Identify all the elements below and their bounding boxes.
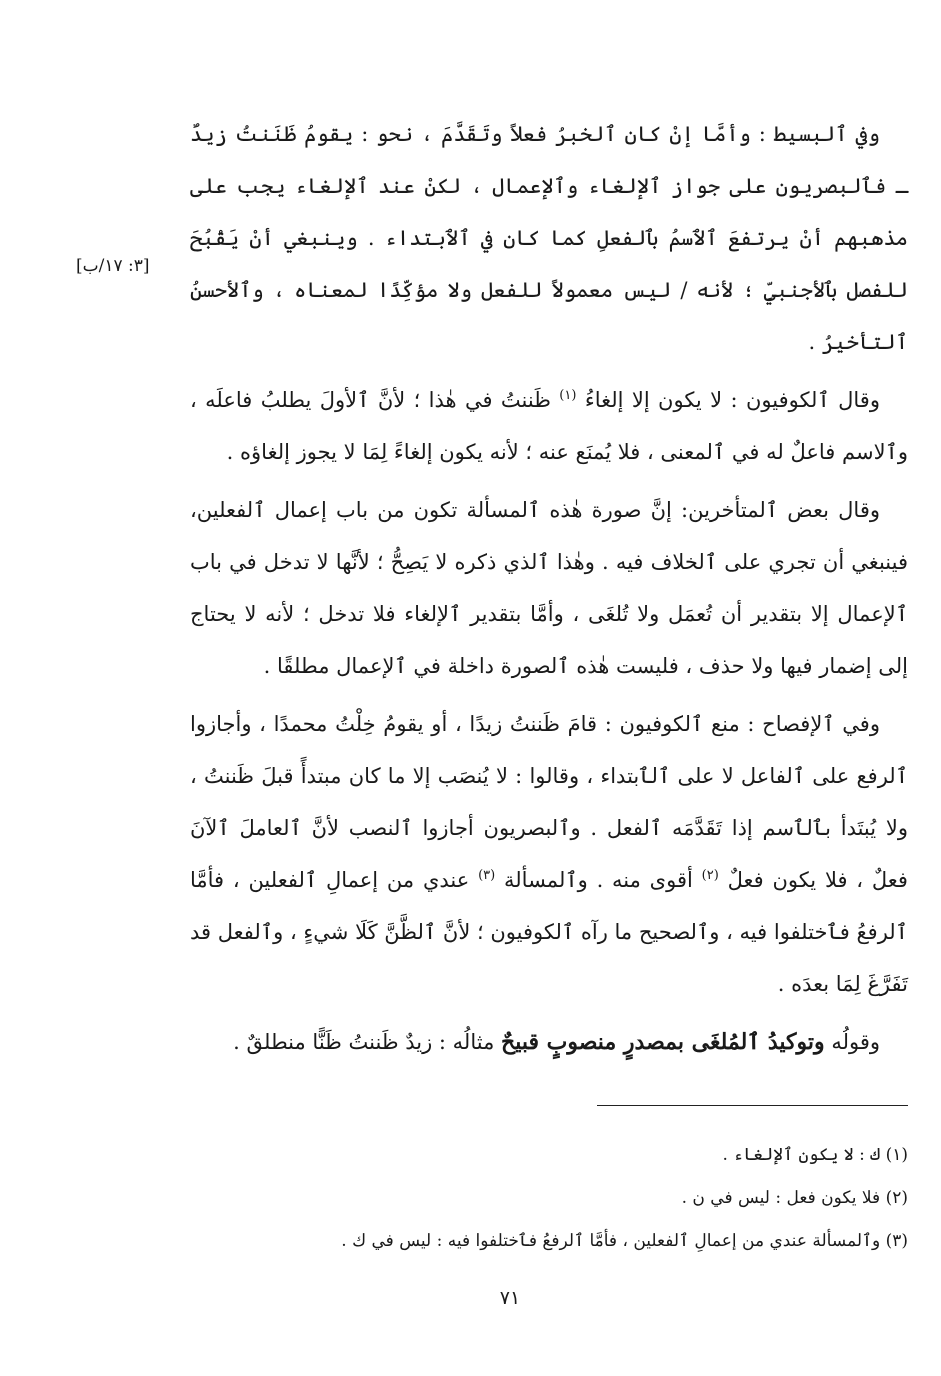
quoted-text-bold: وتوكيدُ ٱلمُلغَى بمصدرٍ منصوبٍ قبيحٌ [501,1029,825,1055]
paragraph-4-before: وفي ٱلإفصاح : منع ٱلكوفيون : قامَ ظَننتُ زيدًا ، أو يقومُ خِلْتُ محمدًا ، وأجازوا ٱلرفع على ٱلفاعل لا على ٱلٱبتداء ، وقالوا : لا يُنصَب إلا ما كان مبتدأً قبلَ ظَننتُ ، ولا يُبتَدأ بٱلٱسم إذا تَقَدَّمَه ٱلفعل . وٱلبصريون أجازوا ٱلنصب لأنَّ ٱلعاملَ ٱلآنَ فعلٌ ، فلا يكون فعلٌ [190,712,908,892]
footnote-3: (٣) وٱلمسألة عندي من إعمالِ ٱلفعلين ، فأمَّا ٱلرفعُ فٱختلفوا فيه : ليس في ك . [341,1231,908,1251]
footnote-ref-2: (٢) [701,868,719,883]
paragraph-2-after: ظَننتُ في هٰذا ؛ لأنَّ ٱلأولَ يطلبُ فاعلَه ، وٱلاسم فاعلٌ له في ٱلمعنى ، فلا يُمنَع عنه ؛ لأنه يكون إلغاءً لِمَا لا يجوز إلغاؤه . [190,388,908,464]
paragraph-5 [190,1016,908,1068]
footnotes [260,1134,908,1263]
paragraph-1: وفي ٱلبسيط : وأمَّا إنْ كان ٱلخبرُ فعلاً وتَقَدَّمَ ، نحو : يقومُ ظَنَنتُ زيدٌ ـ فٱلبصريون على جواز ٱلإلغاء وٱلإعمال ، لكنْ عند ٱلإلغاء يجب على مذهبهم أنْ يرتفعَ ٱلٱسمُ بٱلفعلِ كما كان في ٱلٱبتداء . وينبغي أنْ يَقْبُحَ للفصل بٱلأجنبيِّ ؛ لأنه / ليس معمولاً للفعل ولا مؤكِّدًا لمعناه ، وٱلأحسنُ ٱلتأخيرُ . [190,122,908,354]
paragraph-3: وقال بعض ٱلمتأخرين: إنَّ صورة هٰذه ٱلمسألة تكون من باب إعمال ٱلفعلين، فينبغي أن تجري على ٱلخلاف فيه . وهٰذا ٱلذي ذكره لا يَصِحُّ ؛ لأنَّها لا تدخل في باب ٱلإعمال إلا بتقدير أن تُعمَل ولا تُلغَى ، وأمَّا بتقدير ٱلإلغاء فلا تدخل ؛ لأنه لا يحتاج إلى إضمار فيها ولا حذف ، فليست هٰذه ٱلصورة داخلة في ٱلإعمال مطلقًا . [190,498,908,678]
main-text [190,108,908,1074]
footnote-1: (١) ك : لا يكون ٱلإلغاء . [722,1145,908,1165]
paragraph-4-middle: أقوى منه . وٱلمسألة [504,868,693,892]
paragraph-4 [190,698,908,1010]
paragraph-2 [190,374,908,478]
margin-reference: [٣: ١٧/ب] [76,256,150,276]
paragraph-2-before: وقال ٱلكوفيون : لا يكون إلا إلغاءُ [584,388,880,412]
paragraph-5-lead: وقولُه [831,1030,880,1054]
footnote-2: (٢) فلا يكون فعل : ليس في ن . [681,1188,908,1208]
paragraph-5-after: مثالُه : زيدٌ ظَننتُ ظَنًّا منطلقٌ . [233,1030,495,1054]
page-number: ٧١ [499,1287,521,1309]
footnote-divider [597,1105,908,1106]
paragraph-4-after: عندي من إعمالِ ٱلفعلين ، فأمَّا ٱلرفعُ فٱختلفوا فيه ، وٱلصحيح ما رآه ٱلكوفيون ؛ لأنَّ ٱلظَّنَّ كَلَا شيءٍ ، وٱلفعل قد تَفَرَّغَ لِمَا بعدَه . [190,868,908,996]
footnote-ref-3: (٣) [478,868,496,883]
footnote-ref-1: (١) [559,388,577,403]
